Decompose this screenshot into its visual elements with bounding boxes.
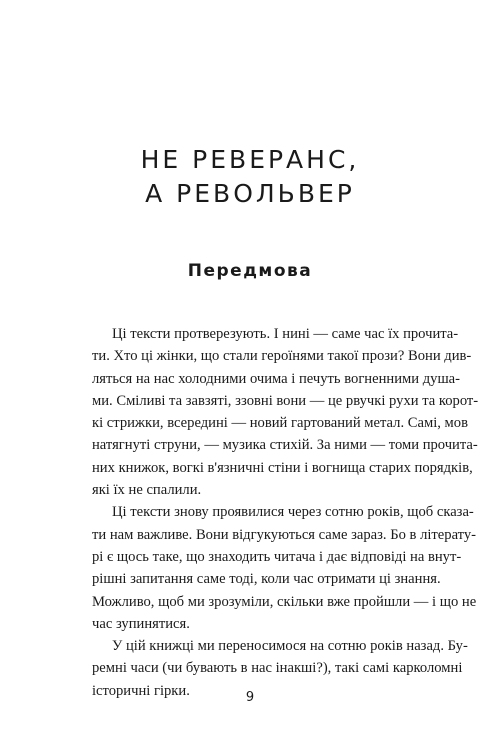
text-line: ляться на нас холодними очима і печуть вогненними душа- — [92, 370, 461, 387]
text-line: ти. Хто ці жінки, що стали героїнями такої прози? Вони див- — [92, 348, 472, 365]
text-line: які їх не спалили. — [92, 482, 202, 499]
text-line: натягнуті струни, — музика стихій. За ними — томи прочита- — [92, 437, 478, 454]
text-line: ти нам важливе. Вони відгукуються саме зараз. Бо в літерату- — [92, 526, 477, 543]
page-number: 9 — [245, 690, 255, 705]
text-line: кі стрижки, всередині — новий гартований метал. Самі, мов — [92, 415, 468, 432]
text-line: Можливо, щоб ми зрозуміли, скільки вже пройшли — і що не — [92, 593, 477, 610]
text-line: історичні гірки. — [92, 682, 190, 699]
text-line: них книжок, вогкі в'язничні стіни і вогнища старих порядків, — [92, 459, 473, 476]
text-line: ми. Сміливі та завзяті, ззовні вони — це рвучкі рухи та корот- — [92, 392, 479, 409]
text-line: У цій книжці ми переносимося на сотню років назад. Бу- — [112, 638, 468, 655]
chapter-title-line-2: А РЕВОЛЬВЕР — [145, 179, 355, 208]
text-line: рі є щось таке, що знаходить читача і дає відповіді на внут- — [92, 548, 462, 565]
text-line: час зупинятися. — [92, 615, 190, 632]
section-subtitle: Передмова — [187, 261, 313, 281]
body-text — [92, 323, 479, 702]
text-line: рішні запитання саме тоді, коли час отримати ці знання. — [92, 571, 441, 588]
text-line: Ці тексти знову проявилися через сотню років, щоб сказа- — [112, 504, 474, 521]
chapter-title — [0, 143, 500, 211]
text-line: Ці тексти протверезують. І нині — саме час їх прочита- — [112, 326, 459, 342]
text-line: ремні часи (чи бувають в нас інакші?), такі самі карколомні — [92, 660, 463, 677]
chapter-title-line-1: НЕ РЕВЕРАНС, — [140, 145, 360, 174]
